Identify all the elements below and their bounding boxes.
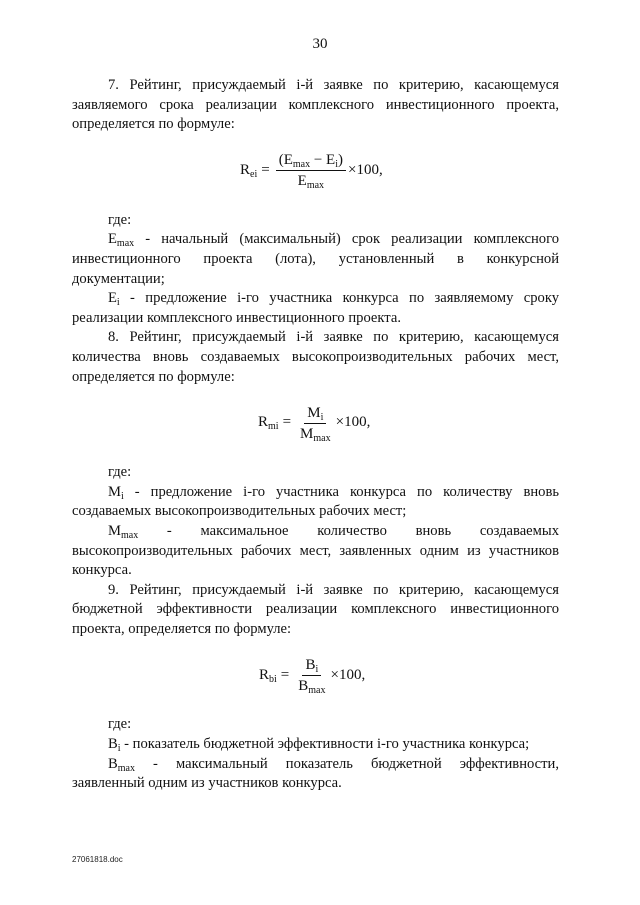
item-7-line-1: 7. Рейтинг, присуждаемый i-й заявке по критерию, касающемуся [108, 77, 559, 93]
mmax-definition-line-1: $M_{max}$ - максимальное количество вновь создаваемых [108, 522, 559, 541]
item-9-line-2: бюджетной эффективности реализации комплексного инвестиционного [72, 601, 559, 618]
item-8-line-2: количества вновь создаваемых высокопроизводительных рабочих мест, [72, 348, 559, 365]
formula-lhs: $R_{mi}$ [258, 414, 279, 433]
fraction-numerator: $M_i$ [304, 404, 326, 424]
item-8-line-1: 8. Рейтинг, присуждаемый i-й заявке по критерию, касающемуся [108, 329, 559, 346]
bi-definition-line-1: $B_i$ - показатель бюджетной эффективности i-го участника конкурса; [108, 736, 530, 755]
fraction-denominator: $M_{max}$ [300, 425, 331, 444]
emax-definition-line-1: $E_{max}$ - начальный (максимальный) срок реализации комплексного [108, 231, 559, 250]
fraction-numerator: $B_i$ [302, 656, 321, 676]
formula-lhs: $R_{bi}$ [259, 666, 277, 685]
item-9-line-1: 9. Рейтинг, присуждаемый i-й заявке по критерию, касающемуся [108, 581, 559, 598]
ei-definition-line-1: $E_i$ - предложение i-го участника конкурса по заявляемому сроку [108, 290, 559, 309]
mmax-definition-line-3: конкурса. [72, 562, 132, 579]
formula-multiplier: ×100, [330, 666, 366, 683]
bmax-definition-line-1: $B_{max}$ - максимальный показатель бюджетной эффективности, [108, 755, 559, 774]
where-label: где: [108, 464, 132, 481]
formula-multiplier: ×100, [335, 414, 371, 431]
page-number: 30 [312, 36, 328, 52]
fraction-denominator: $B_{max}$ [298, 677, 326, 696]
item-7-line-2: заявляемого срока реализации комплексного инвестиционного проекта, [72, 96, 559, 113]
formula-lhs: $R_{ei}$ [240, 161, 258, 180]
ei-definition-line-2: реализации комплексного инвестиционного проекта. [72, 309, 401, 326]
item-9-line-3: проекта, определяется по формуле: [72, 620, 292, 637]
formula-rbi [72, 646, 559, 704]
fraction-denominator: $E_{max}$ [297, 173, 325, 192]
fraction-numerator: $(E_{max} - E_i)$ [276, 151, 346, 171]
formula-equals: = [261, 161, 270, 178]
mmax-definition-line-2: высокопроизводительных рабочих мест, заявленных одним из участников [72, 542, 559, 559]
mi-definition-line-2: создаваемых высокопроизводительных рабочих мест; [72, 503, 407, 520]
formula-equals: = [280, 666, 290, 683]
mi-definition-line-1: $M_i$ - предложение i-го участника конкурса по количеству вновь [108, 483, 559, 502]
emax-definition-line-2: инвестиционного проекта (лота), установленный в конкурсной [72, 250, 559, 267]
emax-definition-line-3: документации; [72, 270, 165, 287]
formula-fraction [295, 656, 328, 695]
where-label: где: [108, 716, 132, 733]
document-filename: 27061818.doc [72, 855, 123, 864]
formula-rmi [72, 394, 559, 452]
item-8-line-3: определяется по формуле: [72, 368, 235, 385]
formula-equals: = [282, 414, 292, 431]
where-label: где: [108, 211, 132, 228]
formula-fraction [276, 151, 346, 190]
item-7-line-3: определяется по формуле: [72, 116, 235, 133]
document-body [72, 76, 559, 794]
formula-rei [72, 142, 559, 200]
formula-fraction [297, 404, 334, 443]
formula-multiplier: ×100, [348, 161, 383, 178]
bmax-definition-line-2: заявленный одним из участников конкурса. [72, 775, 342, 792]
